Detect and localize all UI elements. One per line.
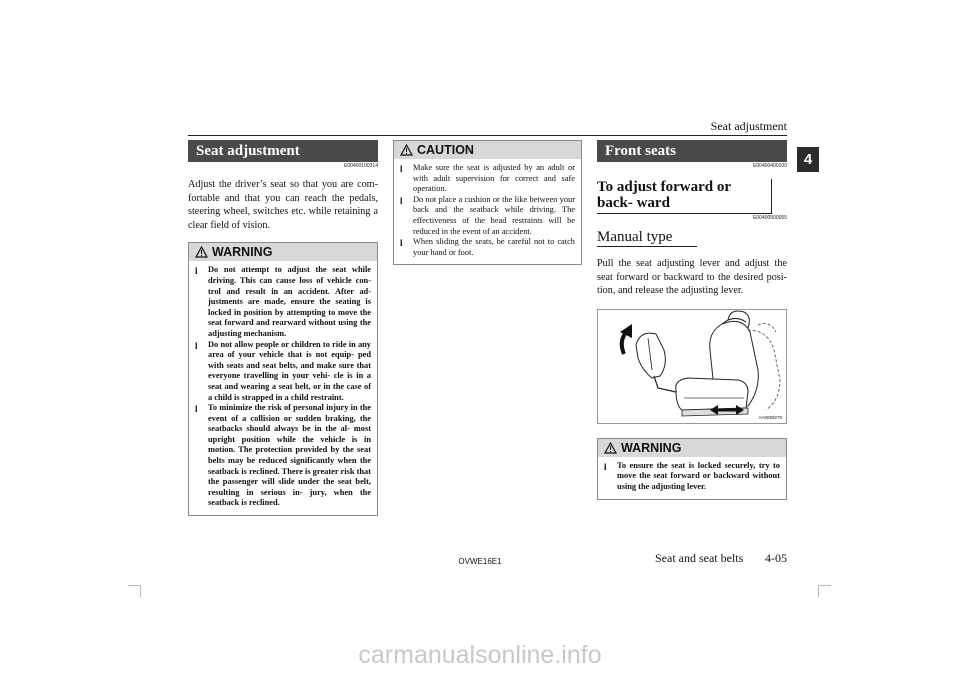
figure-code: AA0059279 — [758, 414, 782, 420]
section-title: Seat adjustment — [188, 140, 378, 162]
caution-header — [394, 141, 581, 159]
bullet-icon: l — [400, 195, 403, 206]
bullet-icon: l — [400, 164, 403, 174]
warning-item-text: Do not allow people or children to ride in any area of your vehicle that is not equip- ped with seats and seat belts, and make sure that everyone travelling in your vehi- cle is in a seat and wearing a seat belt, or in the case of a child is strapped in a child restraint. — [208, 339, 371, 402]
warning-item — [604, 461, 780, 493]
bullet-icon: l — [195, 340, 198, 351]
warning-label: WARNING — [212, 245, 273, 260]
section-code: E00400100314 — [344, 163, 378, 169]
footer-section-title: Seat and seat belts — [655, 551, 744, 565]
subheading-rule-vertical — [771, 179, 772, 214]
running-head: Seat adjustment — [710, 119, 787, 133]
bullet-icon: l — [604, 461, 607, 472]
seat-figure — [597, 309, 787, 424]
warning-item-text: To ensure the seat is locked securely, try to move the seat forward or backward without using the adjusting lever. — [617, 460, 780, 491]
warning-triangle-icon — [604, 442, 617, 454]
chapter-tab: 4 — [797, 147, 819, 172]
caution-item-text: Do not place a cushion or the like between your back and the seatback while driving. The effectiveness of the head restraints will be reduced in the event of an accident. — [413, 194, 575, 236]
warning-item-text: To minimize the risk of personal injury in the event of a collision or sudden braking, the seatbacks should always be in the al- most upright position while the vehicle is in motion. The protection provided by the seat belts may be reduced significantly when the seatback is reclined. There is greater risk that the passenger will slide under the seat belt, resulting in serious in- jury, when the seatback is reclined. — [208, 403, 371, 508]
caution-item — [400, 195, 575, 237]
adjust-paragraph: Pull the seat adjusting lever and adjust the seat forward or backward to the desired posi- tion, and release the adjusting lever. — [597, 258, 787, 297]
caution-label: CAUTION — [417, 143, 474, 157]
warning-item — [195, 403, 371, 509]
crop-mark — [818, 585, 819, 597]
crop-mark — [140, 585, 141, 597]
warning-label: WARNING — [621, 440, 682, 455]
document-code: OVWE16E1 — [458, 557, 502, 566]
manual-type-heading: Manual type — [597, 229, 673, 245]
caution-item-text: Make sure the seat is adjusted by an adult or with adult supervision for correct and safe operation. — [413, 163, 575, 194]
seat-illustration — [598, 310, 787, 424]
caution-box — [393, 140, 582, 265]
warning-item — [195, 265, 371, 339]
manual-heading-block — [597, 229, 787, 246]
warning-header — [598, 439, 786, 457]
column-2 — [393, 140, 582, 265]
crop-mark — [819, 585, 831, 586]
subheading: To adjust forward or back- ward — [597, 179, 731, 211]
crop-mark — [128, 585, 140, 586]
warning-box — [188, 242, 378, 516]
manual-heading-rule — [597, 246, 697, 247]
warning-item — [195, 340, 371, 404]
subheading-block — [597, 179, 787, 211]
header-rule — [188, 135, 787, 136]
subheading-code: E00400500055 — [753, 215, 787, 221]
bullet-icon: l — [195, 266, 198, 277]
caution-item — [400, 163, 575, 195]
caution-triangle-icon — [400, 144, 413, 156]
caution-item — [400, 237, 575, 258]
bullet-icon: l — [195, 404, 198, 415]
column-3 — [597, 140, 787, 500]
warning-box — [597, 438, 787, 500]
warning-item-text: Do not attempt to adjust the seat while driving. This can cause loss of vehicle con- trol and result in an accident. After ad- justments are made, ensure the seating is locked in position by attempting to move the seat forward and rearward without using the adjusting mechanism. — [208, 265, 371, 338]
subheading-rule — [597, 213, 772, 214]
section-title: Front seats — [597, 140, 787, 162]
warning-header — [189, 243, 377, 261]
intro-paragraph: Adjust the driver’s seat so that you are com- fortable and that you can reach the pedals, steering wheel, switches etc. while retaining a clear field of vision. — [188, 179, 378, 231]
caution-item-text: When sliding the seats, be careful not to catch your hand or foot. — [413, 237, 575, 257]
bullet-icon: l — [400, 238, 403, 249]
column-1 — [188, 140, 378, 516]
page-number: 4-05 — [765, 551, 787, 565]
watermark[interactable]: carmanualsonline.info — [358, 641, 602, 669]
section-code: E00400400100 — [753, 163, 787, 169]
warning-triangle-icon — [195, 246, 208, 258]
